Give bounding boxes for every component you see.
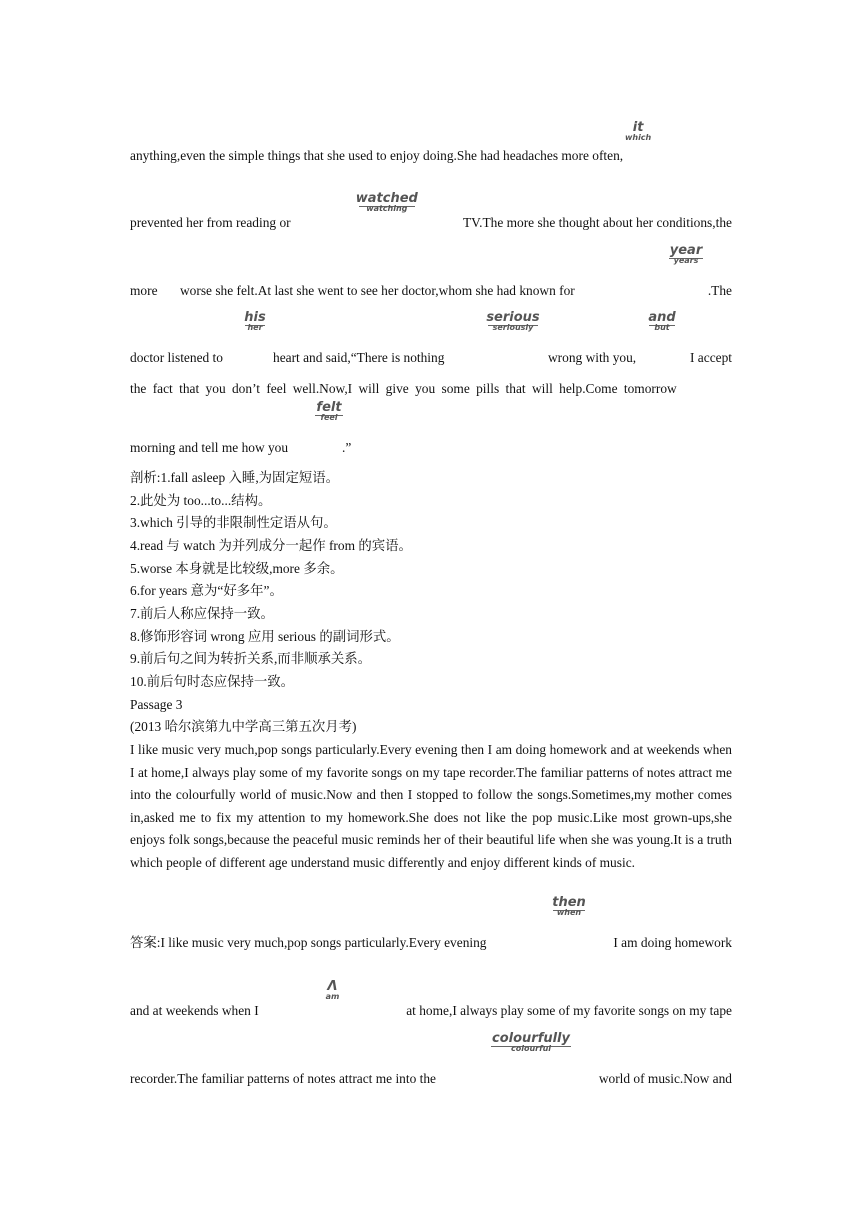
text-segment: at home,I always play some of my favorite songs on my tape	[406, 1003, 732, 1018]
text-segment: I am doing homework	[613, 935, 732, 950]
analysis-note: 3.which 引导的非限制性定语从句。	[130, 515, 337, 530]
correction-mark	[355, 191, 418, 231]
analysis-note: 6.for years 意为“好多年”。	[130, 583, 283, 598]
correction-old: feel	[320, 413, 338, 422]
correction-new: his	[244, 310, 266, 325]
text-line-5	[130, 381, 732, 397]
correction-old: when	[556, 908, 582, 917]
text-line-2	[130, 191, 732, 231]
correction-new: watched	[355, 191, 418, 206]
correction-new: serious	[486, 310, 540, 325]
text-segment: worse she felt.At last she went to see her doctor,whom she had known for	[180, 283, 575, 298]
text-segment: more	[130, 283, 158, 298]
text-line-4	[130, 310, 732, 366]
passage-title: Passage 3	[130, 697, 183, 712]
analysis-note: 8.修饰形容词 wrong 应用 serious 的副词形式。	[130, 629, 400, 644]
text-segment: anything,even the simple things that she used to enjoy doing.She had headaches more often,	[130, 148, 624, 163]
text-segment: .The	[707, 283, 732, 298]
text-segment: TV.The more she thought about her conditions,the	[462, 215, 732, 230]
correction-old: watching	[366, 204, 408, 213]
correction-new: felt	[316, 400, 342, 415]
analysis-note: 2.此处为 too...to...结构。	[130, 493, 272, 508]
text-segment: heart and said,“There is nothing	[273, 350, 445, 365]
correction-new: colourfully	[492, 1031, 570, 1046]
correction-old: seriously	[492, 323, 534, 332]
analysis-note: 4.read 与 watch 为并列成分一起作 from 的宾语。	[130, 538, 412, 553]
correction-mark	[321, 979, 343, 1019]
correction-new: Λ	[327, 979, 338, 994]
analysis-note: 7.前后人称应保持一致。	[130, 606, 274, 621]
correction-old: colourful	[510, 1044, 552, 1053]
analysis-note: 10.前后句时态应保持一致。	[130, 674, 295, 689]
text-line-1	[130, 120, 732, 164]
text-segment: and at weekends when I	[130, 1003, 259, 1018]
correction-new: then	[552, 895, 586, 910]
analysis-note: 5.worse 本身就是比较级,more 多余。	[130, 561, 344, 576]
answer-line-2	[130, 979, 732, 1019]
correction-old: her	[247, 323, 263, 332]
correction-old: which	[624, 133, 652, 142]
correction-old: years	[673, 256, 699, 265]
answer-line-1	[130, 895, 732, 951]
analysis-note: 9.前后句之间为转折关系,而非顺承关系。	[130, 651, 372, 666]
text-segment: the fact that you don’t feel well.Now,I will give you some pills that will help.Come tomorrow	[130, 381, 677, 396]
text-segment: world of music.Now and	[598, 1071, 732, 1086]
text-segment: prevented her from reading or	[130, 215, 291, 230]
analysis-note: 剖析:1.fall asleep 入睡,为固定短语。	[130, 470, 340, 485]
answer-line-3	[130, 1031, 732, 1087]
text-segment: I accept	[690, 350, 732, 365]
text-line-3	[130, 243, 732, 299]
correction-old: am	[325, 992, 340, 1001]
correction-old: but	[654, 323, 670, 332]
correction-new: it	[632, 120, 644, 135]
text-segment: morning and tell me how you	[130, 440, 289, 455]
passage-body: I like music very much,pop songs particularly.Every evening then I am doing homework and at weekends when I at home,I always play some of my favorite songs on my tape recorder.The familiar patterns of notes attract me into the colourfully world of music.Now and then I stopped to follow the songs.Sometimes,my mother comes in,asked me to fix my attention to my homework.She does not like the pop music.Like most grown-ups,she enjoys folk songs,because the peaceful music reminds her of their beautiful life when she was young.It is a truth which people of different age understand music differently and enjoy different kinds of music.	[130, 742, 732, 870]
text-segment: .”	[342, 440, 352, 455]
correction-new: and	[648, 310, 676, 325]
text-segment: doctor listened to	[130, 350, 223, 365]
text-line-6	[130, 400, 732, 456]
passage-source: (2013 哈尔滨第九中学高三第五次月考)	[130, 719, 357, 734]
text-segment: recorder.The familiar patterns of notes attract me into the	[130, 1071, 436, 1086]
text-segment: wrong with you,	[548, 350, 637, 365]
text-segment: 答案:I like music very much,pop songs particularly.Every evening	[130, 935, 487, 950]
correction-new: year	[669, 243, 703, 258]
